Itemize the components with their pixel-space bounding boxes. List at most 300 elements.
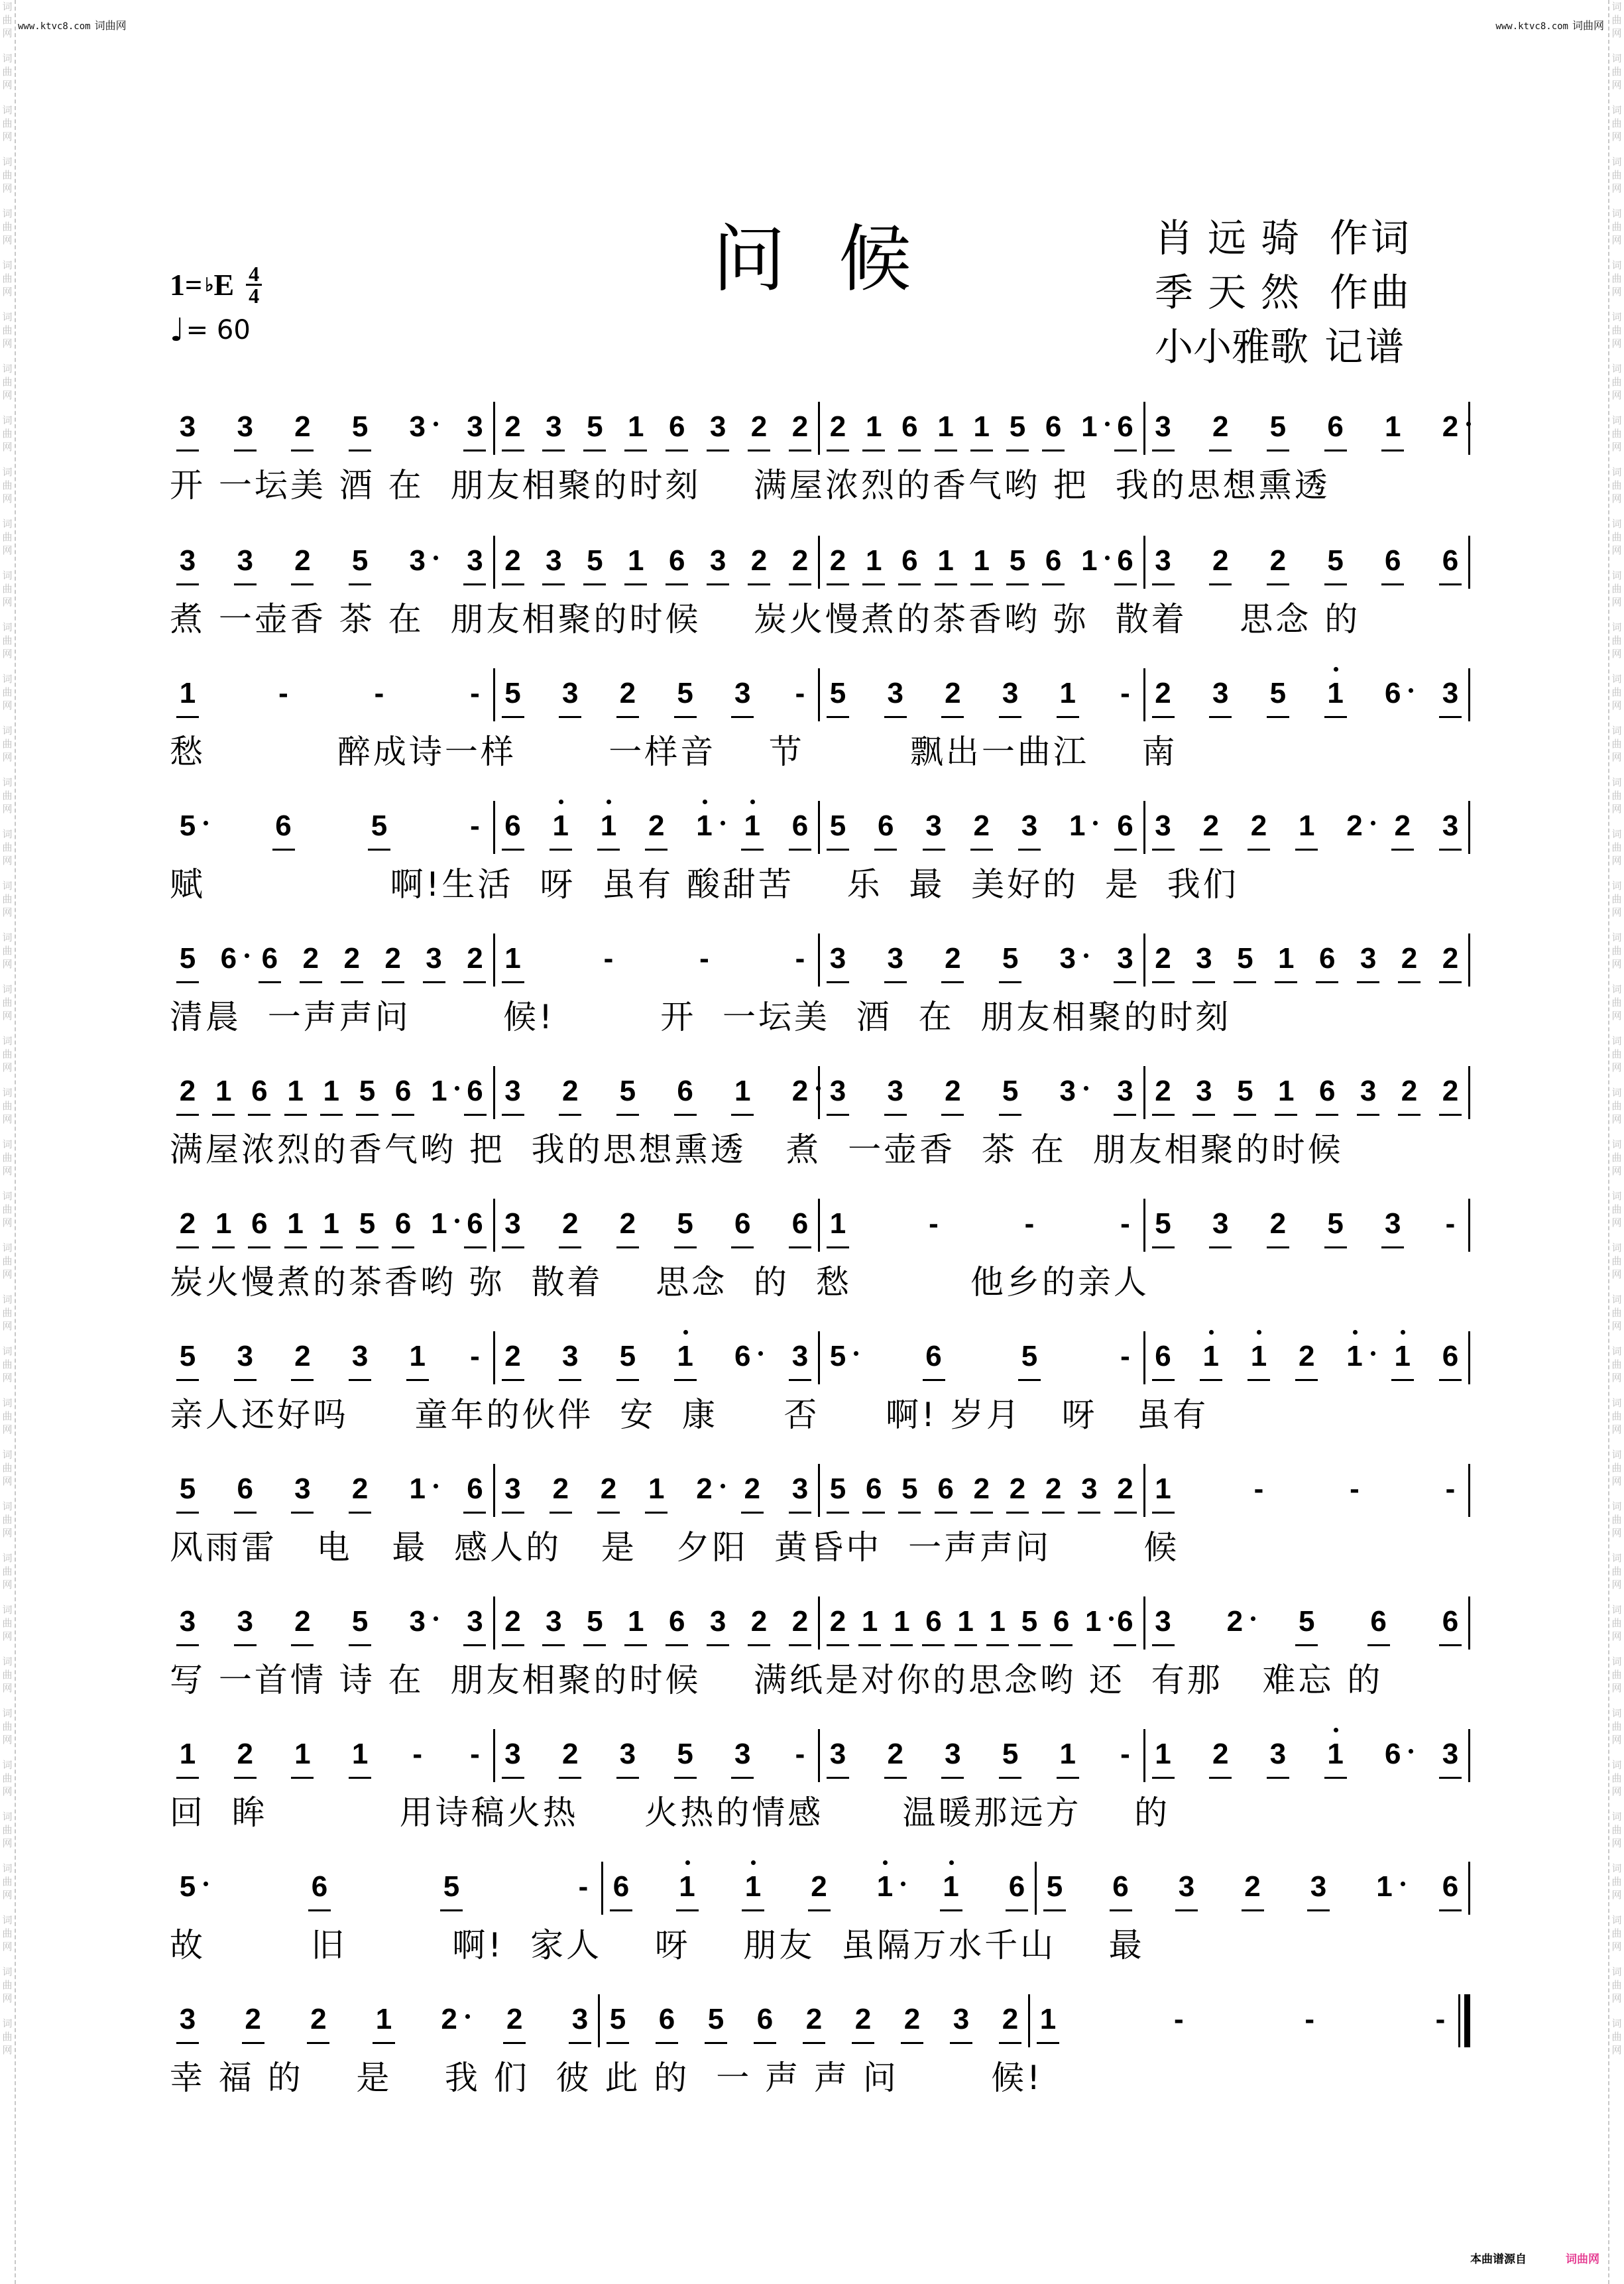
watermark-char: 曲 xyxy=(2,1824,13,1836)
note: 6 xyxy=(248,1061,270,1111)
watermark-char: 词 xyxy=(2,1811,13,1823)
watermark-char: 词 xyxy=(2,259,13,271)
augmentation-dot xyxy=(1084,953,1088,958)
watermark-char: 曲 xyxy=(2,1152,13,1164)
site-url[interactable]: www.ktvc8.com xyxy=(18,21,91,32)
note: 2 xyxy=(291,1591,314,1642)
note: 6 xyxy=(789,1193,811,1244)
augmentation-dot xyxy=(1105,422,1110,426)
watermark-group xyxy=(0,1965,15,2005)
measure xyxy=(1145,1193,1469,1260)
sustain-dash: - xyxy=(929,1207,939,1240)
note: 3 xyxy=(707,396,729,447)
watermark-char: 网 xyxy=(1611,2044,1622,2056)
note: 2 xyxy=(559,1193,581,1244)
watermark-char: 网 xyxy=(1611,958,1622,970)
watermark-char: 曲 xyxy=(1611,1307,1622,1319)
watermark-char: 曲 xyxy=(1611,583,1622,595)
note: 5 xyxy=(583,530,606,581)
note: 1 xyxy=(1324,663,1347,713)
watermark-char: 网 xyxy=(2,1734,13,1746)
song-title: 问候 xyxy=(713,216,964,302)
note: 6 xyxy=(1042,530,1065,581)
augmentation-dot xyxy=(203,821,208,825)
watermark-char: 词 xyxy=(1611,725,1622,737)
note: 3 xyxy=(502,1459,524,1509)
note: 6 xyxy=(217,928,240,979)
watermark-char: 曲 xyxy=(2,14,13,26)
lyrics-line: 回 眸 用诗稿火热 火热的情感 温暖那远方 的 xyxy=(170,1793,1171,1832)
barline xyxy=(1468,1199,1470,1252)
measure xyxy=(170,1061,493,1127)
watermark-char: 网 xyxy=(2,1889,13,1901)
watermark-group xyxy=(1609,1189,1624,1229)
note: 2 xyxy=(502,530,524,581)
watermark-char: 曲 xyxy=(1611,1100,1622,1112)
watermark-char: 曲 xyxy=(2,1307,13,1319)
watermark-group xyxy=(0,879,15,919)
watermark-char: 曲 xyxy=(1611,428,1622,440)
measure xyxy=(170,1326,493,1392)
watermark-char: 网 xyxy=(2,855,13,867)
watermark-group xyxy=(0,1448,15,1488)
watermark-group xyxy=(0,207,15,247)
score-system xyxy=(170,1301,1470,1433)
watermark-char: 词 xyxy=(2,1914,13,1926)
score-system xyxy=(170,1831,1470,1964)
note: 5 xyxy=(440,1856,463,1907)
note: 6 xyxy=(666,530,688,581)
watermark-char: 网 xyxy=(2,234,13,246)
note: 5 xyxy=(502,663,524,713)
note: 2 xyxy=(1398,1061,1421,1111)
watermark-char: 词 xyxy=(2,1138,13,1150)
measure xyxy=(1145,530,1469,597)
watermark-char: 曲 xyxy=(2,376,13,388)
lyrics-line: 炭火慢煮的茶香哟 弥 散着 思念 的 愁 他乡的亲人 xyxy=(170,1263,1149,1301)
note: 5 xyxy=(1018,1591,1041,1642)
note: 5 xyxy=(176,1459,199,1509)
watermark-char: 网 xyxy=(2,596,13,608)
measure xyxy=(1145,663,1469,729)
note: 3 xyxy=(234,1591,257,1642)
note: 1 xyxy=(1275,928,1297,979)
note: 6 xyxy=(610,1856,632,1907)
watermark-char: 曲 xyxy=(1611,738,1622,750)
note: 2 xyxy=(382,928,404,979)
note: 5 xyxy=(1295,1591,1318,1642)
note: 2 xyxy=(1398,928,1421,979)
note: 2 xyxy=(852,1989,874,2039)
note: 5 xyxy=(1234,928,1256,979)
watermark-group xyxy=(1609,1448,1624,1488)
note: 3 xyxy=(731,663,754,713)
watermark-char: 曲 xyxy=(2,1203,13,1215)
watermark-char: 曲 xyxy=(1611,1255,1622,1267)
measure xyxy=(170,530,493,597)
key-signature xyxy=(170,264,262,306)
note: 1 xyxy=(676,1856,699,1907)
watermark-char: 曲 xyxy=(1611,531,1622,543)
score-system xyxy=(170,1036,1470,1168)
watermark-group xyxy=(0,362,15,402)
watermark-char: 曲 xyxy=(1611,1824,1622,1836)
note: 2 xyxy=(234,1724,257,1774)
watermark-char: 词 xyxy=(1611,1862,1622,1874)
watermark-char: 词 xyxy=(1611,1242,1622,1254)
note: 2 xyxy=(1295,1326,1318,1376)
watermark-char: 曲 xyxy=(2,272,13,284)
note: 5 xyxy=(827,796,849,846)
note: 5 xyxy=(827,1459,849,1509)
watermark-char: 词 xyxy=(1611,414,1622,426)
watermark-char: 网 xyxy=(2,1475,13,1487)
watermark-char: 曲 xyxy=(1611,790,1622,802)
watermark-char: 曲 xyxy=(1611,945,1622,957)
note: 5 xyxy=(176,928,199,979)
barline xyxy=(1468,1596,1470,1650)
watermark-group xyxy=(1609,414,1624,453)
watermark-char: 网 xyxy=(1611,27,1622,39)
note: 6 xyxy=(935,1459,957,1509)
note: 1 xyxy=(176,663,199,713)
note: 1 xyxy=(1037,1989,1059,2039)
measure xyxy=(1145,796,1469,862)
watermark-char: 曲 xyxy=(1611,324,1622,336)
watermark-char: 词 xyxy=(1611,363,1622,375)
watermark-char: 网 xyxy=(2,699,13,711)
note: 5 xyxy=(583,1591,606,1642)
note: 2 xyxy=(616,663,639,713)
watermark-group xyxy=(0,724,15,764)
site-header-right xyxy=(1495,17,1604,32)
note: 3 xyxy=(176,396,199,447)
note: 3 xyxy=(423,928,445,979)
note: 2 xyxy=(242,1989,264,2039)
note: 1 xyxy=(373,1989,395,2039)
note: 3 xyxy=(789,1326,811,1376)
watermark-char: 曲 xyxy=(2,117,13,129)
note: 3 xyxy=(1152,530,1175,581)
note: 3 xyxy=(406,530,429,581)
note: 3 xyxy=(463,396,486,447)
measure xyxy=(495,1724,819,1790)
note: 1 xyxy=(940,1856,962,1907)
note: 1 xyxy=(1324,1724,1347,1774)
watermark-char: 曲 xyxy=(2,996,13,1008)
measure xyxy=(1030,1989,1458,2055)
note: 1 xyxy=(862,396,885,447)
measure xyxy=(170,663,493,729)
note: 3 xyxy=(559,1326,581,1376)
lyrics-line: 赋 啊!生活 呀 虽有 酸甜苦 乐 最 美好的 是 我们 xyxy=(170,865,1239,904)
note: 2 xyxy=(827,1591,849,1642)
watermark-char: 词 xyxy=(2,1966,13,1978)
note: 1 xyxy=(502,928,524,979)
note: 1 xyxy=(1373,1856,1396,1907)
watermark-char: 词 xyxy=(2,311,13,323)
watermark-group xyxy=(1609,1345,1624,1384)
lyrics-line: 故 旧 啊! 家人 呀 朋友 虽隔万水千山 最 xyxy=(170,1926,1145,1964)
watermark-group xyxy=(0,1758,15,1798)
note: 1 xyxy=(428,1061,450,1111)
watermark-char: 曲 xyxy=(1611,1617,1622,1629)
site-name: 词曲网 xyxy=(94,19,127,32)
note: 6 xyxy=(272,796,295,846)
note: 6 xyxy=(1367,1591,1390,1642)
watermark-char: 词 xyxy=(2,518,13,530)
sustain-dash: - xyxy=(1120,1340,1130,1372)
augmentation-dot xyxy=(1371,1351,1375,1356)
watermark-char: 网 xyxy=(1611,1941,1622,1953)
sustain-dash: - xyxy=(412,1738,423,1770)
watermark-group xyxy=(1609,1500,1624,1539)
watermark-char: 词 xyxy=(2,1604,13,1616)
site-url[interactable]: www.ktvc8.com xyxy=(1495,21,1568,32)
note: 1 xyxy=(674,1326,697,1376)
watermark-group xyxy=(1609,1862,1624,1901)
measure xyxy=(170,928,493,994)
watermark-group xyxy=(1609,2017,1624,2057)
note: 3 xyxy=(941,1724,964,1774)
note: 2 xyxy=(941,928,964,979)
note: 2 xyxy=(1267,1193,1289,1244)
note: 3 xyxy=(1209,1193,1232,1244)
augmentation-dot xyxy=(203,1882,208,1886)
measure xyxy=(820,796,1143,862)
watermark-group xyxy=(0,983,15,1022)
note: 1 xyxy=(624,396,647,447)
watermark-char: 曲 xyxy=(1611,2031,1622,2043)
barline xyxy=(1468,801,1470,854)
note: 2 xyxy=(803,1989,825,2039)
note: 2 xyxy=(1006,1459,1029,1509)
tempo-marking xyxy=(170,312,251,349)
sustain-dash: - xyxy=(1305,2003,1314,2035)
credit-transcriber xyxy=(1155,320,1412,374)
quarter-note-icon: ♩ xyxy=(170,312,185,349)
note: 6 xyxy=(392,1193,414,1244)
watermark-group xyxy=(0,1500,15,1539)
watermark-group xyxy=(0,1138,15,1177)
note: 5 xyxy=(176,796,199,846)
watermark-char: 网 xyxy=(1611,1061,1622,1073)
augmentation-dot xyxy=(1251,1616,1255,1621)
note: 6 xyxy=(1439,1326,1462,1376)
watermark-char: 词 xyxy=(1611,1397,1622,1409)
note: 3 xyxy=(291,1459,314,1509)
note: 6 xyxy=(1316,928,1338,979)
watermark-char: 曲 xyxy=(1611,169,1622,181)
watermark-char: 词 xyxy=(2,1862,13,1874)
watermark-char: 曲 xyxy=(1611,1152,1622,1164)
watermark-char: 网 xyxy=(1611,286,1622,298)
watermark-char: 网 xyxy=(2,1579,13,1591)
credits xyxy=(1155,211,1412,374)
watermark-group xyxy=(0,310,15,350)
note: 2 xyxy=(503,1989,526,2039)
note: 1 xyxy=(858,1591,881,1642)
measure xyxy=(495,796,819,862)
note: 6 xyxy=(1324,396,1347,447)
watermark-char: 曲 xyxy=(2,1462,13,1474)
note: 2 xyxy=(1247,796,1270,846)
watermark-char: 网 xyxy=(2,1217,13,1229)
watermark-char: 词 xyxy=(1611,1604,1622,1616)
measure xyxy=(1145,1061,1469,1127)
watermark-char: 词 xyxy=(2,1242,13,1254)
note: 6 xyxy=(898,530,921,581)
augmentation-dot xyxy=(1093,821,1098,825)
watermark-char: 词 xyxy=(1611,52,1622,64)
watermark-group xyxy=(0,517,15,557)
watermark-char: 词 xyxy=(2,414,13,426)
note: 5 xyxy=(616,1061,639,1111)
measure xyxy=(820,530,1143,597)
watermark-char: 曲 xyxy=(1611,1979,1622,1991)
watermark-char: 网 xyxy=(2,1630,13,1642)
watermark-group xyxy=(1609,931,1624,971)
note: 5 xyxy=(999,928,1021,979)
note: 1 xyxy=(862,530,885,581)
note: 6 xyxy=(922,1591,945,1642)
watermark-char: 曲 xyxy=(2,738,13,750)
note: 3 xyxy=(1057,1061,1079,1111)
note: 1 xyxy=(1057,663,1079,713)
note: 2 xyxy=(789,396,811,447)
watermark-char: 词 xyxy=(1611,1035,1622,1047)
watermark-char: 曲 xyxy=(2,2031,13,2043)
watermark-char: 词 xyxy=(2,1397,13,1409)
note: 3 xyxy=(463,1591,486,1642)
watermark-char: 曲 xyxy=(2,1927,13,1939)
lyrics-line: 写 一首情 诗 在 朋友相聚的时候 满纸是对你的思念哟 还 有那 难忘 的 xyxy=(170,1661,1383,1699)
sustain-dash: - xyxy=(1120,1207,1130,1240)
note: 2 xyxy=(616,1193,639,1244)
sustain-dash: - xyxy=(1120,1738,1130,1770)
watermark-group xyxy=(1609,983,1624,1022)
note: 1 xyxy=(1082,1591,1104,1642)
watermark-char: 曲 xyxy=(2,1565,13,1577)
watermark-char: 词 xyxy=(2,570,13,581)
watermark-char: 曲 xyxy=(1611,117,1622,129)
note: 3 xyxy=(884,663,907,713)
note: 6 xyxy=(1381,530,1404,581)
credit-name: 肖远骑 xyxy=(1155,215,1314,261)
watermark-char: 词 xyxy=(2,1449,13,1461)
watermark-char: 词 xyxy=(1611,621,1622,633)
final-barline xyxy=(1458,1994,1470,2047)
measure xyxy=(495,530,819,597)
lyrics-line: 亲人还好吗 童年的伙伴 安 康 否 啊! 岁月 呀 虽有 xyxy=(170,1396,1209,1434)
watermark-char: 词 xyxy=(1611,1966,1622,1978)
watermark-char: 网 xyxy=(1611,1837,1622,1849)
watermark-group xyxy=(1609,879,1624,919)
lyrics-line: 风雨雷 电 最 感人的 是 夕阳 黄昏中 一声声问 候 xyxy=(170,1528,1180,1567)
watermark-char: 网 xyxy=(2,131,13,143)
note: 2 xyxy=(748,396,770,447)
watermark-group xyxy=(1609,1034,1624,1074)
note: 5 xyxy=(1006,396,1029,447)
note: 1 xyxy=(284,1193,307,1244)
note: 5 xyxy=(176,1856,199,1907)
watermark-group xyxy=(1609,1551,1624,1591)
measure xyxy=(820,1724,1143,1790)
watermark-group xyxy=(0,1655,15,1695)
watermark-group xyxy=(0,259,15,298)
note: 6 xyxy=(259,928,281,979)
watermark-group xyxy=(0,827,15,867)
note: 3 xyxy=(789,1459,811,1509)
watermark-group xyxy=(0,1241,15,1281)
note: 6 xyxy=(1381,1724,1404,1774)
watermark-group xyxy=(0,155,15,195)
note: 5 xyxy=(368,796,390,846)
note: 2 xyxy=(463,928,486,979)
watermark-char: 曲 xyxy=(1611,376,1622,388)
note: 6 xyxy=(308,1856,331,1907)
note: 1 xyxy=(406,1459,429,1509)
note: 3 xyxy=(707,1591,729,1642)
measure xyxy=(820,928,1143,994)
note: 3 xyxy=(1307,1856,1330,1907)
watermark-group xyxy=(0,1034,15,1074)
note: 5 xyxy=(999,1061,1021,1111)
note: 2 xyxy=(901,1989,923,2039)
barline xyxy=(1468,1862,1470,1915)
watermark-char: 词 xyxy=(2,1552,13,1564)
watermark-char: 词 xyxy=(1611,1190,1622,1202)
note: 3 xyxy=(559,663,581,713)
note: 2 xyxy=(291,530,314,581)
note: 3 xyxy=(1114,1061,1136,1111)
watermark-group xyxy=(0,1345,15,1384)
note: 1 xyxy=(624,1591,647,1642)
note: 3 xyxy=(542,1591,565,1642)
note: 2 xyxy=(741,1459,764,1509)
note: 3 xyxy=(463,530,486,581)
note: 3 xyxy=(827,1061,849,1111)
watermark-char: 词 xyxy=(2,1707,13,1719)
watermark-char: 曲 xyxy=(2,1410,13,1422)
note: 1 xyxy=(1200,1326,1222,1376)
footer-source-label: 本曲谱源自 xyxy=(1470,2253,1527,2266)
note: 1 xyxy=(349,1724,371,1774)
note: 3 xyxy=(502,1724,524,1774)
note: 1 xyxy=(935,530,957,581)
note: 3 xyxy=(827,928,849,979)
watermark-char: 网 xyxy=(2,1165,13,1177)
watermark-char: 词 xyxy=(2,1759,13,1771)
credit-role: 作词 xyxy=(1330,215,1413,261)
watermark-group xyxy=(1609,517,1624,557)
watermark-char: 网 xyxy=(2,337,13,349)
score-system xyxy=(170,371,1470,505)
footer-brand-link[interactable]: 词曲网 xyxy=(1566,2253,1599,2266)
watermark-char: 词 xyxy=(1611,983,1622,995)
note: 3 xyxy=(1439,1724,1462,1774)
note: 3 xyxy=(569,1989,591,2039)
note: 6 xyxy=(731,1193,754,1244)
measure xyxy=(1145,1326,1469,1392)
watermark-group xyxy=(0,1810,15,1850)
sustain-dash: - xyxy=(1350,1473,1360,1505)
watermark-group xyxy=(0,1707,15,1746)
key-prefix: 1= xyxy=(170,268,203,302)
note: 1 xyxy=(1391,1326,1414,1376)
note: 1 xyxy=(1078,530,1100,581)
watermark-char: 网 xyxy=(2,1941,13,1953)
